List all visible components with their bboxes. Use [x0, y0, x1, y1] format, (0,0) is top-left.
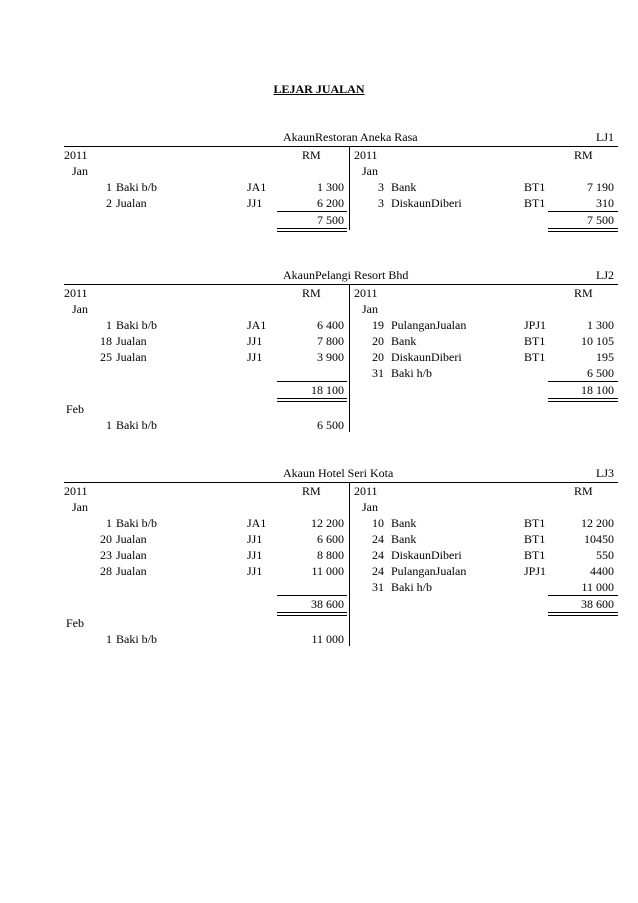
- debit-folio: JJ1: [247, 196, 263, 210]
- credit-amount: 1 300: [587, 318, 614, 332]
- credit-year: 2011: [354, 286, 378, 300]
- ledger-account-lj3: [64, 466, 618, 646]
- total-double-rule: [548, 228, 618, 232]
- debit-day: 20: [100, 532, 112, 546]
- account-code: LJ2: [596, 268, 614, 282]
- debit-month: Jan: [72, 164, 88, 178]
- account-name: AkaunRestoran Aneka Rasa: [283, 130, 418, 144]
- credit-total: 18 100: [581, 383, 614, 397]
- year-row: [64, 286, 618, 302]
- credit-day: 3: [378, 180, 384, 194]
- credit-description: Baki h/b: [391, 366, 432, 380]
- credit-amount: 7 190: [587, 180, 614, 194]
- credit-year: 2011: [354, 484, 378, 498]
- credit-day: 24: [372, 532, 384, 546]
- total-row: [64, 213, 618, 229]
- debit-folio: JJ1: [247, 350, 263, 364]
- credit-day: 31: [372, 366, 384, 380]
- credit-description: Bank: [391, 516, 417, 530]
- debit-description: Baki b/b: [116, 180, 157, 194]
- debit-day: 1: [106, 318, 112, 332]
- month-row: [64, 164, 618, 180]
- credit-day: 20: [372, 334, 384, 348]
- debit-day: 1: [106, 516, 112, 530]
- credit-description: Bank: [391, 532, 417, 546]
- credit-amount: 12 200: [581, 516, 614, 530]
- ledger-account-lj2: [64, 268, 618, 432]
- balance-bf-row: [64, 632, 618, 648]
- total-double-rule: [277, 228, 347, 232]
- debit-currency: RM: [302, 148, 321, 162]
- debit-month: Jan: [72, 302, 88, 316]
- credit-month: Jan: [362, 500, 378, 514]
- credit-amount: 550: [596, 548, 614, 562]
- debit-currency: RM: [302, 484, 321, 498]
- debit-amount: 7 800: [317, 334, 344, 348]
- page-title: LEJAR JUALAN: [273, 82, 365, 96]
- total-row: [64, 597, 618, 613]
- debit-amount: 8 800: [317, 548, 344, 562]
- credit-currency: RM: [574, 148, 593, 162]
- subtotal-rule: [277, 211, 347, 212]
- month-row: [64, 402, 618, 418]
- credit-folio: BT1: [524, 516, 546, 530]
- debit-amount: 1 300: [317, 180, 344, 194]
- header-rule: [64, 146, 618, 147]
- subtotal-rule: [548, 595, 618, 596]
- debit-day: 23: [100, 548, 112, 562]
- ledger-entry-row: [64, 196, 618, 212]
- credit-description: DiskaunDiberi: [391, 196, 462, 210]
- ledger-entry-row: [64, 564, 618, 580]
- credit-day: 24: [372, 548, 384, 562]
- debit-description: Baki b/b: [116, 632, 157, 646]
- subtotal-rule: [277, 595, 347, 596]
- month-row: [64, 616, 618, 632]
- account-code: LJ3: [596, 466, 614, 480]
- account-header: [64, 466, 618, 482]
- debit-folio: JJ1: [247, 532, 263, 546]
- header-rule: [64, 482, 618, 483]
- subtotal-rule: [277, 381, 347, 382]
- debit-description: Jualan: [116, 350, 147, 364]
- credit-amount: 11 000: [581, 580, 614, 594]
- debit-amount: 6 500: [317, 418, 344, 432]
- credit-total: 7 500: [587, 213, 614, 227]
- credit-day: 19: [372, 318, 384, 332]
- debit-description: Baki b/b: [116, 318, 157, 332]
- credit-currency: RM: [574, 484, 593, 498]
- debit-amount: 6 200: [317, 196, 344, 210]
- debit-description: Jualan: [116, 548, 147, 562]
- subtotal-rule: [548, 381, 618, 382]
- debit-amount: 6 400: [317, 318, 344, 332]
- credit-folio: JPJ1: [524, 318, 547, 332]
- credit-amount: 310: [596, 196, 614, 210]
- ledger-entry-row: [64, 532, 618, 548]
- debit-total: 7 500: [317, 213, 344, 227]
- credit-day: 20: [372, 350, 384, 364]
- credit-day: 10: [372, 516, 384, 530]
- debit-total: 38 600: [311, 597, 344, 611]
- credit-amount: 195: [596, 350, 614, 364]
- debit-description: Baki b/b: [116, 516, 157, 530]
- credit-description: Bank: [391, 334, 417, 348]
- credit-description: Baki h/b: [391, 580, 432, 594]
- balance-bf-row: [64, 418, 618, 434]
- credit-folio: BT1: [524, 548, 546, 562]
- debit-currency: RM: [302, 286, 321, 300]
- debit-year: 2011: [64, 148, 88, 162]
- credit-day: 3: [378, 196, 384, 210]
- credit-amount: 10450: [584, 532, 614, 546]
- credit-folio: BT1: [524, 350, 546, 364]
- credit-description: PulanganJualan: [391, 318, 467, 332]
- debit-day: 1: [106, 180, 112, 194]
- account-code: LJ1: [596, 130, 614, 144]
- account-header: [64, 130, 618, 146]
- ledger-entry-row: [64, 318, 618, 334]
- debit-description: Jualan: [116, 564, 147, 578]
- debit-day: 18: [100, 334, 112, 348]
- account-name: Akaun Hotel Seri Kota: [283, 466, 394, 480]
- debit-month: Jan: [72, 500, 88, 514]
- credit-total: 38 600: [581, 597, 614, 611]
- debit-month: Feb: [66, 616, 84, 630]
- credit-folio: BT1: [524, 334, 546, 348]
- debit-day: 1: [106, 632, 112, 646]
- debit-total: 18 100: [311, 383, 344, 397]
- credit-year: 2011: [354, 148, 378, 162]
- debit-description: Jualan: [116, 334, 147, 348]
- credit-description: PulanganJualan: [391, 564, 467, 578]
- total-row: [64, 383, 618, 399]
- year-row: [64, 148, 618, 164]
- ledger-entry-row: [64, 516, 618, 532]
- ledger-entry-row: [64, 580, 618, 596]
- debit-amount: 11 000: [311, 632, 344, 646]
- debit-day: 28: [100, 564, 112, 578]
- credit-folio: JPJ1: [524, 564, 547, 578]
- credit-description: DiskaunDiberi: [391, 548, 462, 562]
- credit-folio: BT1: [524, 180, 546, 194]
- debit-folio: JA1: [247, 318, 267, 332]
- debit-month: Feb: [66, 402, 84, 416]
- credit-amount: 10 105: [581, 334, 614, 348]
- ledger-entry-row: [64, 366, 618, 382]
- debit-folio: JA1: [247, 516, 267, 530]
- credit-folio: BT1: [524, 196, 546, 210]
- ledger-entry-row: [64, 334, 618, 350]
- debit-amount: 3 900: [317, 350, 344, 364]
- credit-month: Jan: [362, 164, 378, 178]
- debit-year: 2011: [64, 484, 88, 498]
- credit-description: DiskaunDiberi: [391, 350, 462, 364]
- debit-folio: JA1: [247, 180, 267, 194]
- debit-description: Baki b/b: [116, 418, 157, 432]
- debit-description: Jualan: [116, 196, 147, 210]
- credit-amount: 4400: [590, 564, 614, 578]
- debit-year: 2011: [64, 286, 88, 300]
- debit-folio: JJ1: [247, 548, 263, 562]
- debit-day: 25: [100, 350, 112, 364]
- debit-folio: JJ1: [247, 564, 263, 578]
- debit-day: 1: [106, 418, 112, 432]
- ledger-entry-row: [64, 180, 618, 196]
- credit-currency: RM: [574, 286, 593, 300]
- subtotal-rule: [548, 211, 618, 212]
- credit-description: Bank: [391, 180, 417, 194]
- ledger-entry-row: [64, 350, 618, 366]
- credit-folio: BT1: [524, 532, 546, 546]
- month-row: [64, 500, 618, 516]
- debit-amount: 12 200: [311, 516, 344, 530]
- debit-amount: 6 600: [317, 532, 344, 546]
- debit-folio: JJ1: [247, 334, 263, 348]
- debit-day: 2: [106, 196, 112, 210]
- credit-month: Jan: [362, 302, 378, 316]
- credit-amount: 6 500: [587, 366, 614, 380]
- account-header: [64, 268, 618, 284]
- month-row: [64, 302, 618, 318]
- ledger-account-lj1: [64, 130, 618, 227]
- debit-amount: 11 000: [311, 564, 344, 578]
- credit-day: 31: [372, 580, 384, 594]
- account-name: AkaunPelangi Resort Bhd: [283, 268, 409, 282]
- year-row: [64, 484, 618, 500]
- debit-description: Jualan: [116, 532, 147, 546]
- credit-day: 24: [372, 564, 384, 578]
- header-rule: [64, 284, 618, 285]
- ledger-entry-row: [64, 548, 618, 564]
